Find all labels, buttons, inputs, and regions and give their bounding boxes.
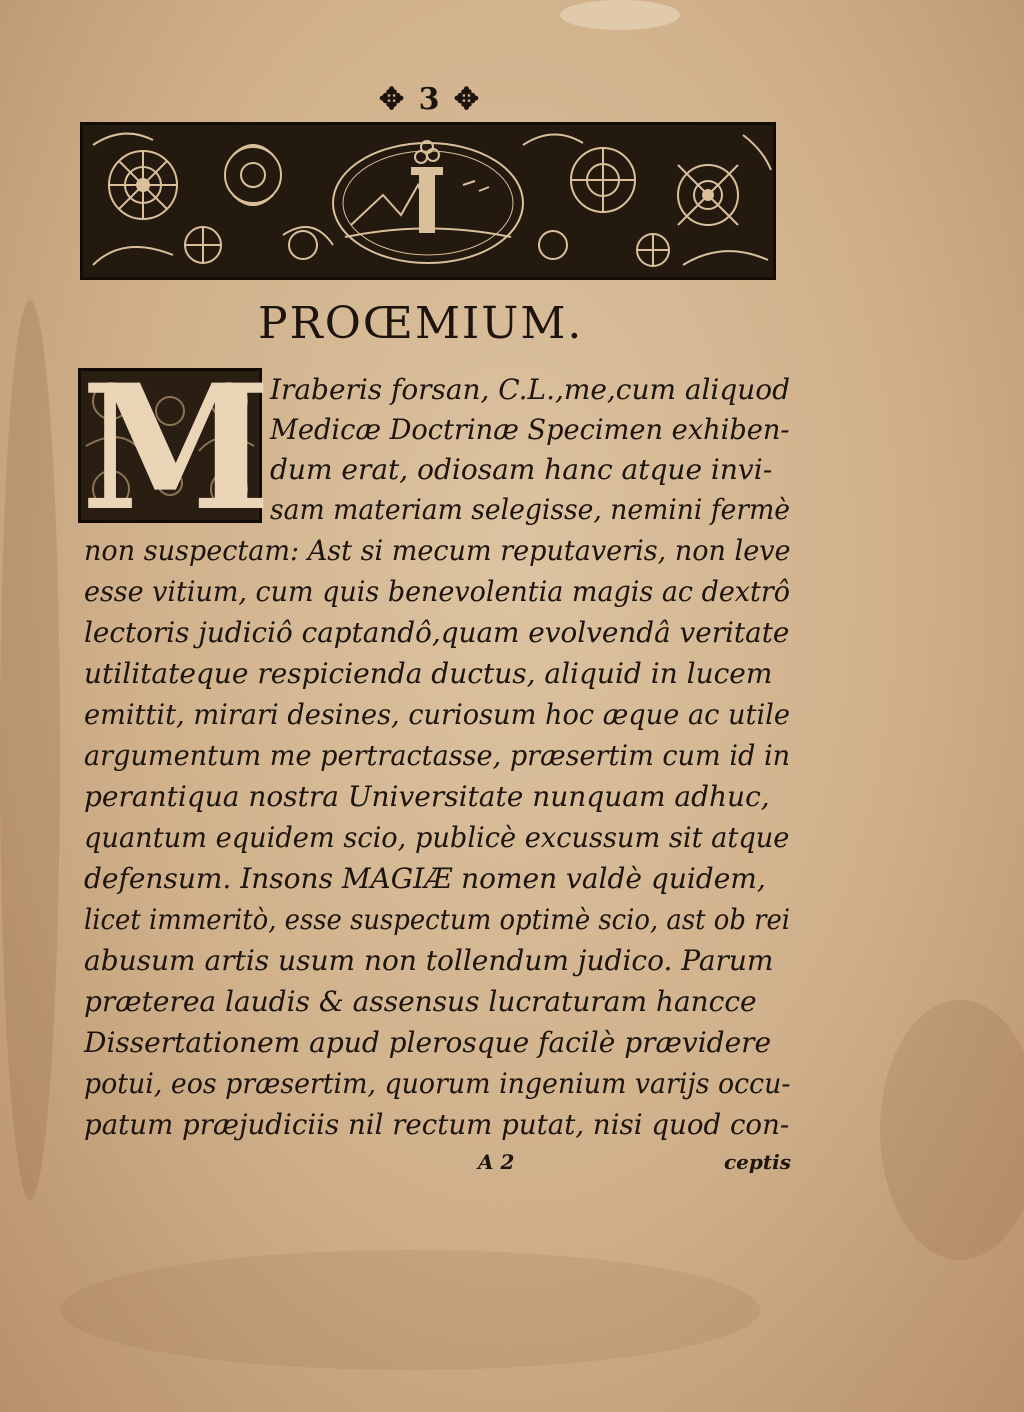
folio-number [360, 82, 500, 117]
text-line-12: quantum equidem scio, publicè excussum sit atque [84, 821, 790, 854]
catchword: ceptis [724, 1150, 791, 1174]
decorated-initial [78, 346, 272, 549]
signature-mark: A 2 [478, 1150, 515, 1174]
page-title: PROŒMIUM. [258, 298, 584, 349]
woodcut-headpiece [80, 122, 776, 280]
text-line-5: non suspectam: Ast si mecum reputaveris, non leve [84, 534, 791, 567]
text-line-19: patum præjudiciis nil rectum putat, nisi quod con- [84, 1108, 790, 1141]
text-line-2: Medicæ Doctrinæ Specimen exhiben- [270, 413, 790, 446]
text-line-8: utilitateque respicienda ductus, aliquid in lucem [84, 657, 773, 690]
text-line-10: argumentum me pertractasse, præsertim cum id in [84, 739, 791, 772]
text-line-3: dum erat, odiosam hanc atque invi- [270, 453, 773, 486]
text-line-11: perantiqua nostra Universitate nunquam adhuc, [84, 780, 770, 813]
folio-value: 3 [418, 82, 442, 117]
text-line-17: Dissertationem apud plerosque facilè prævidere [84, 1026, 772, 1059]
folio-ornament-left: ✥ [378, 82, 419, 117]
text-line-6: esse vitium, cum quis benevolentia magis ac dextrô [84, 575, 790, 608]
text-line-9: emittit, mirari desines, curiosum hoc æque ac utile [84, 698, 790, 731]
text-line-7: lectoris judiciô captandô,quam evolvendâ veritate [84, 616, 790, 649]
initial-letter: M [81, 346, 272, 549]
text-line-15: abusum artis usum non tollendum judico. Parum [84, 944, 774, 977]
folio-ornament-right: ✥ [441, 82, 482, 117]
headpiece-illustration [83, 125, 773, 277]
text-line-1: Iraberis forsan, C.L.,me,cum aliquod [270, 373, 790, 406]
text-line-14: licet immeritò, esse suspectum optimè scio, ast ob rei [84, 903, 791, 936]
text-line-18: potui, eos præsertim, quorum ingenium varijs occu- [84, 1067, 791, 1100]
text-line-16: præterea laudis & assensus lucraturam hancce [84, 985, 757, 1018]
text-line-4: sam materiam selegisse, nemini fermè [270, 493, 791, 526]
text-line-13: defensum. Insons MAGIÆ nomen valdè quidem, [84, 862, 766, 895]
